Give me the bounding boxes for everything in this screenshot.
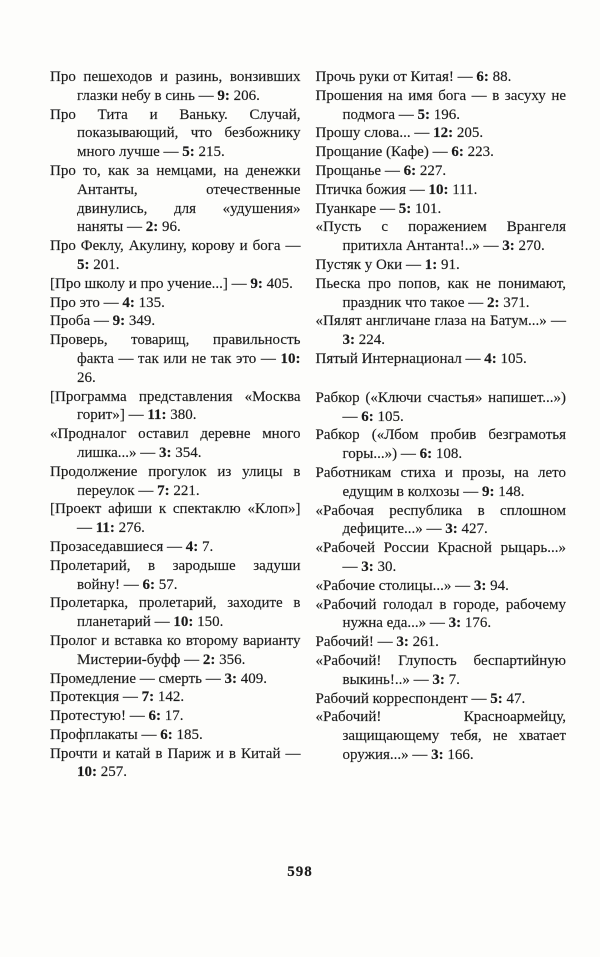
index-entry: Работникам стиха и прозы, на лето едущим в колхозы — 9: 148. [315, 464, 566, 500]
entry-title: Про это [50, 294, 100, 311]
entry-volume: 3: [445, 521, 458, 538]
entry-volume: 7: [141, 689, 155, 706]
entry-page-ref: 101. [411, 200, 442, 217]
entry-title: Прощание (Кафе) [315, 144, 429, 161]
entry-title: Пролог и вставка ко второму варианту Мистерии-буфф [50, 632, 301, 668]
entry-page-ref: 223. [463, 144, 494, 161]
entry-page-ref: 108. [432, 446, 463, 463]
entry-volume: 2: [202, 651, 216, 668]
entry-title: Работникам стиха и прозы, на лето едущим в колхозы [315, 464, 566, 500]
entry-title: Пролетарка, пролетарий, заходите в планетарий [50, 595, 301, 631]
entry-title: Протестую! [50, 708, 126, 725]
entry-volume: 5: [417, 106, 431, 123]
entry-volume: 2: [145, 219, 159, 236]
entry-volume: 3: [159, 444, 172, 461]
entry-page-ref: 196. [430, 106, 461, 123]
index-entry: Про это — 4: 135. [50, 294, 165, 311]
entry-title: Рабкор («Ключи счастья» напишет...») [315, 389, 566, 406]
entry-volume: 3: [224, 670, 237, 687]
index-entry: Проверь, товарищ, правильность факта — так или не так это — 10: 26. [50, 332, 301, 386]
index-entry: Профплакаты — 6: 185. [50, 726, 203, 743]
index-entry: Пьеска про попов, как не понимают, праздник что такое — 2: 371. [315, 275, 566, 311]
index-entry: Пролетарка, пролетарий, заходите в планетарий — 10: 150. [50, 595, 301, 631]
entry-title: «Пялят англичане глаза на Батум...» [315, 313, 547, 330]
entry-page-ref: 221. [169, 482, 200, 499]
index-entry: «Рабочей России Красной рыцарь...» — 3: 30. [315, 540, 566, 575]
entry-title: Промедление — смерть [50, 670, 202, 687]
entry-volume: 4: [185, 538, 199, 555]
entry-page-ref: 270. [514, 238, 545, 255]
entry-volume: 5: [490, 690, 503, 707]
entry-title: «Рабочий! Глупость беспартийную выкинь!..» [315, 652, 566, 688]
entry-page-ref: 142. [154, 689, 185, 706]
entry-page-ref: 227. [416, 162, 447, 179]
entry-volume: 6: [476, 69, 489, 85]
entry-title: Пятый Интернационал [315, 350, 462, 367]
entry-title: Протекция [50, 689, 120, 706]
entry-title: «Рабочие столицы...» [315, 577, 452, 594]
entry-title: Прощанье [315, 162, 382, 179]
entry-volume: 5: [77, 256, 90, 273]
entry-volume: 11: [95, 520, 115, 537]
index-entry: Протестую! — 6: 17. [50, 708, 184, 725]
index-entry: «Рабочий! Глупость беспартийную выкинь!..» — 3: 7. [315, 652, 566, 688]
entry-volume: 12: [433, 125, 454, 142]
entry-title: «Рабочий! Красноармейцу, защищающему тебя, не хватает оружия...» [315, 709, 566, 763]
entry-volume: 5: [398, 200, 412, 217]
entry-page-ref: 26. [77, 369, 96, 386]
entry-volume: 5: [182, 144, 195, 161]
entry-title: Прочь руки от Китая! [315, 69, 454, 85]
index-entry: «Рабочая республика в сплошном дефиците...» — 3: 427. [315, 502, 566, 538]
index-entry: «Пусть с поражением Врангеля притихла Антанта!..» — 3: 270. [315, 219, 566, 255]
entry-title: Прозаседавшиеся [50, 538, 164, 555]
entry-title: Профплакаты [50, 726, 138, 743]
index-entry: Промедление — смерть — 3: 409. [50, 670, 267, 687]
entry-title: Продолжение прогулок из улицы в переулок [50, 463, 301, 499]
entry-page-ref: 88. [488, 69, 512, 85]
entry-volume: 9: [250, 275, 263, 292]
entry-page-ref: 409. [237, 670, 267, 687]
index-entry: Рабочий! — 3: 261. [315, 634, 439, 651]
index-entry: Протекция — 7: 142. [50, 689, 185, 706]
index-entry: Прощание (Кафе) — 6: 223. [315, 144, 494, 161]
entry-volume: 6: [419, 446, 433, 463]
entry-page-ref: 201. [89, 256, 120, 273]
entry-page-ref: 94. [486, 577, 509, 594]
entry-volume: 3: [396, 634, 409, 651]
entry-title: «Пусть с поражением Врангеля притихла Антанта!..» [315, 219, 566, 255]
entry-page-ref: 427. [457, 521, 488, 538]
index-entry: Птичка божия — 10: 111. [315, 181, 478, 198]
entry-page-ref: 405. [262, 275, 293, 292]
entry-volume: 4: [484, 350, 497, 367]
entry-volume: 10: [77, 764, 97, 781]
index-entry: «Рабочий голодал в городе, рабочему нужна еда...» — 3: 176. [315, 596, 566, 632]
entry-volume: 3: [342, 332, 355, 349]
index-entry: Рабкор («Ключи счастья» напишет...») — 6: 105. [315, 389, 566, 425]
index-entry: Прощанье — 6: 227. [315, 162, 447, 179]
index-column-right [316, 68, 567, 782]
index-column-left [50, 68, 301, 782]
entry-volume: 6: [361, 408, 374, 425]
entry-volume: 10: [280, 350, 301, 367]
entry-volume: 3: [473, 577, 487, 594]
index-section [50, 68, 301, 782]
entry-volume: 3: [448, 615, 462, 632]
entry-title: Проверь, товарищ, правильность факта — так или не так это [50, 332, 301, 367]
entry-volume: 6: [148, 708, 161, 725]
entry-title: «Продналог оставил деревне много лишка...» [50, 426, 301, 461]
entry-title: Пролетарий, в зародыше задуши войну! [50, 557, 301, 593]
entry-title: [Проект афиши к спектаклю «Клоп»] [50, 501, 301, 518]
entry-volume: 3: [432, 671, 445, 688]
index-entry: Прошу слова... — 12: 205. [315, 125, 484, 142]
entry-page-ref: 261. [408, 634, 439, 651]
entry-title: Птичка божия [315, 181, 406, 198]
entry-page-ref: 111. [448, 181, 478, 198]
entry-page-ref: 148. [494, 483, 525, 500]
entry-title: «Рабочая республика в сплошном дефиците...» [315, 502, 566, 538]
index-entry: [Программа представления «Москва горит»] — 11: 380. [50, 388, 301, 424]
index-entry: [Проект афиши к спектаклю «Клоп»] — 11: 276. [50, 501, 301, 537]
index-entry: Прошения на имя бога — в засуху не подмога — 5: 196. [315, 87, 566, 123]
entry-page-ref: 354. [171, 444, 202, 461]
entry-page-ref: 150. [193, 614, 224, 631]
entry-page-ref: 356. [215, 651, 246, 668]
entry-title: [Про школу и про учение...] [50, 275, 228, 292]
entry-volume: 9: [482, 483, 495, 500]
entry-title: Рабкор («Лбом пробив безграмотья горы...») [315, 427, 566, 463]
entry-page-ref: 224. [355, 332, 385, 349]
index-entry: Пустяк у Оки — 1: 91. [315, 256, 460, 273]
entry-volume: 11: [147, 407, 167, 424]
entry-volume: 9: [217, 87, 230, 104]
entry-page-ref: 176. [461, 615, 492, 632]
entry-title: Про пешеходов и разинь, вонзивших глазки небу в синь [50, 69, 301, 104]
index-entry: «Рабочий! Красноармейцу, защищающему тебя, не хватает оружия...» — 3: 166. [315, 709, 566, 763]
entry-volume: 10: [428, 181, 449, 198]
index-entry: «Пялят англичане глаза на Батум...» — 3: 224. [315, 313, 567, 349]
entry-page-ref: 166. [443, 746, 474, 763]
entry-volume: 6: [160, 726, 173, 743]
entry-page-ref: 17. [160, 708, 184, 725]
entry-title: Прошу слова... [315, 125, 411, 142]
entry-page-ref: 215. [194, 144, 225, 161]
entry-volume: 2: [486, 294, 500, 311]
index-entry: [Про школу и про учение...] — 9: 405. [50, 275, 293, 292]
entry-title: Прошения на имя бога — в засуху не подмога [315, 87, 566, 123]
entry-page-ref: 7. [444, 671, 460, 688]
index-entry: Пролетарий, в зародыше задуши войну! — 6: 57. [50, 557, 301, 593]
entry-title: «Рабочий голодал в городе, рабочему нужна еда...» [315, 596, 566, 632]
index-entry: Продолжение прогулок из улицы в переулок — 7: 221. [50, 463, 301, 499]
entry-page-ref: 257. [97, 764, 127, 781]
entry-title: Про Феклу, Акулину, корову и бога [50, 238, 281, 255]
entry-title: Прочти и катай в Париж и в Китай [50, 745, 281, 762]
entry-volume: 4: [122, 294, 135, 311]
index-entry: Проба — 9: 349. [50, 313, 156, 330]
entry-title: Про Тита и Ваньку. Случай, показывающий, что безбожнику много лучше [50, 106, 301, 161]
entry-volume: 3: [361, 558, 374, 575]
entry-page-ref: 96. [158, 219, 181, 236]
index-entry: «Рабочие столицы...» — 3: 94. [315, 577, 509, 594]
index-entry: Рабочий корреспондент — 5: 47. [315, 690, 526, 707]
entry-title: Рабочий корреспондент [315, 690, 468, 707]
entry-volume: 10: [173, 614, 194, 631]
entry-volume: 1: [424, 256, 438, 273]
index-entry: Пуанкаре — 5: 101. [315, 200, 442, 217]
entry-volume: 6: [451, 144, 464, 161]
entry-title: «Рабочей России Красной рыцарь...» [315, 540, 566, 557]
entry-page-ref: 276. [114, 520, 145, 537]
entry-page-ref: 30. [373, 558, 397, 575]
entry-page-ref: 7. [198, 538, 214, 555]
entry-page-ref: 47. [502, 690, 526, 707]
index-section [316, 389, 567, 765]
entry-title: [Программа представления «Москва горит»] [50, 388, 301, 424]
index-entry: Пролог и вставка ко второму варианту Мистерии-буфф — 2: 356. [50, 632, 301, 668]
entry-page-ref: 205. [453, 125, 484, 142]
entry-volume: 6: [142, 576, 156, 593]
index-entry: Прочь руки от Китая! — 6: 88. [315, 69, 512, 85]
entry-page-ref: 349. [125, 313, 156, 330]
entry-page-ref: 206. [229, 87, 260, 104]
entry-title: Пустяк у Оки [315, 256, 403, 273]
entry-page-ref: 380. [166, 407, 197, 424]
index-entry: Про Феклу, Акулину, корову и бога — 5: 201. [50, 238, 301, 273]
entry-volume: 3: [502, 238, 515, 255]
entry-page-ref: 185. [172, 726, 203, 743]
entry-page-ref: 135. [134, 294, 165, 311]
index-entry: «Продналог оставил деревне много лишка...» — 3: 354. [50, 426, 301, 461]
index-entry: Про Тита и Ваньку. Случай, показывающий, что безбожнику много лучше — 5: 215. [50, 106, 301, 161]
entry-volume: 3: [431, 746, 444, 763]
entry-page-ref: 105. [496, 350, 527, 367]
index-entry: Прочти и катай в Париж и в Китай — 10: 257. [50, 745, 301, 781]
entry-title: Про то, как за немцами, на денежки Антанты, отечественные двинулись, для «удушения» наняты [50, 162, 301, 236]
entry-volume: 6: [403, 162, 417, 179]
index-entry: Рабкор («Лбом пробив безграмотья горы...») — 6: 108. [315, 427, 566, 463]
entry-page-ref: 105. [373, 408, 404, 425]
entry-page-ref: 57. [155, 576, 178, 593]
index-entry: Про то, как за немцами, на денежки Антанты, отечественные двинулись, для «удушения» наняты — 2: 96. [50, 162, 301, 236]
entry-title: Рабочий! [315, 634, 374, 651]
entry-page-ref: 91. [437, 256, 460, 273]
entry-title: Пьеска про попов, как не понимают, праздник что такое [315, 275, 566, 311]
entry-page-ref: 371. [499, 294, 530, 311]
entry-title: Пуанкаре [315, 200, 377, 217]
entry-title: Проба [50, 313, 91, 330]
index-section [316, 68, 567, 369]
index-entry: Прозаседавшиеся — 4: 7. [50, 538, 214, 555]
index-entry: Про пешеходов и разинь, вонзивших глазки небу в синь — 9: 206. [50, 69, 301, 104]
entry-volume: 7: [157, 482, 170, 499]
entry-volume: 9: [112, 313, 126, 330]
index-entry: Пятый Интернационал — 4: 105. [315, 350, 527, 367]
page-number: 598 [287, 864, 313, 880]
